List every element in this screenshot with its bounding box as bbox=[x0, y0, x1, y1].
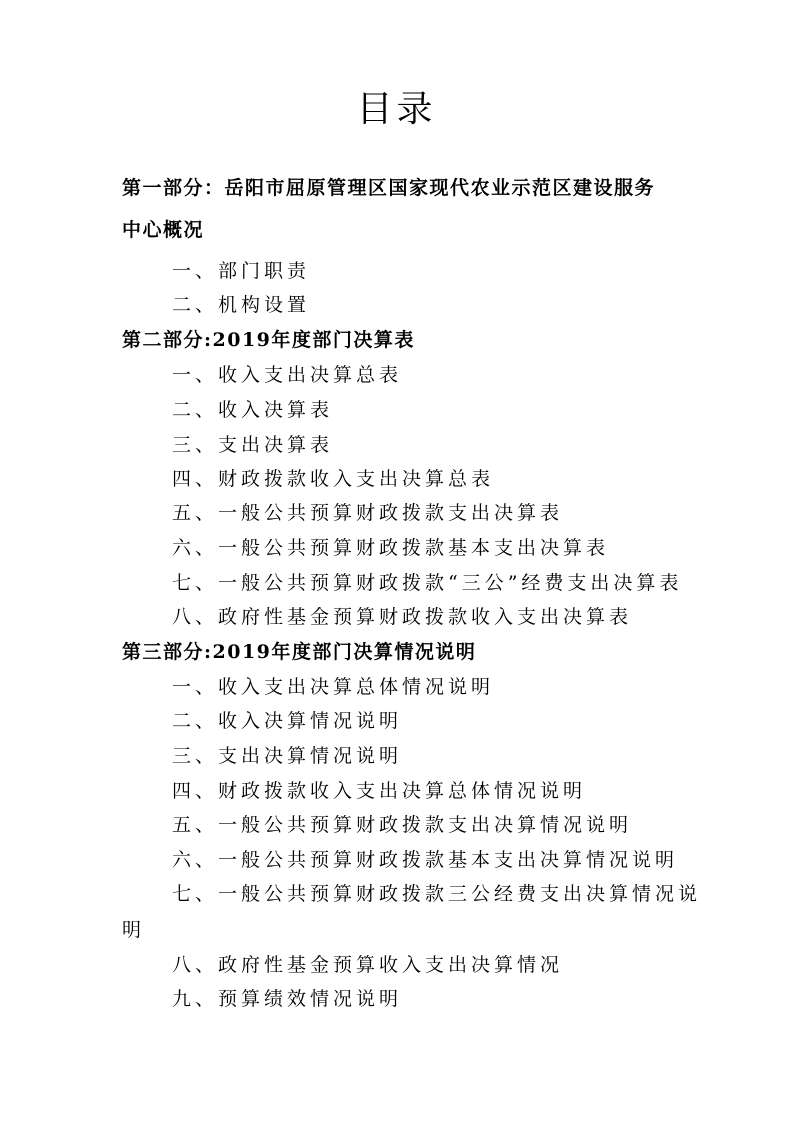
toc-item: 三、支出决算表 bbox=[172, 434, 334, 456]
toc-item: 一、部门职责 bbox=[172, 260, 311, 282]
toc-item: 四、财政拨款收入支出决算总表 bbox=[172, 468, 495, 490]
toc-item: 八、政府性基金预算收入支出决算情况 bbox=[172, 954, 564, 976]
toc-item-continuation: 明 bbox=[122, 919, 143, 941]
toc-item: 一、收入支出决算总体情况说明 bbox=[172, 676, 495, 698]
part3-heading: 第三部分:2019年度部门决算情况说明 bbox=[122, 641, 477, 663]
toc-item: 九、预算绩效情况说明 bbox=[172, 988, 403, 1010]
toc-item: 三、支出决算情况说明 bbox=[172, 745, 403, 767]
toc-item: 四、财政拨款收入支出决算总体情况说明 bbox=[172, 780, 587, 802]
toc-item: 八、政府性基金预算财政拨款收入支出决算表 bbox=[172, 606, 633, 628]
toc-item: 二、收入决算表 bbox=[172, 399, 334, 421]
page-title: 目录 bbox=[356, 89, 437, 130]
part1-heading-line1: 第一部分：岳阳市屈原管理区国家现代农业示范区建设服务 bbox=[122, 177, 656, 199]
toc-item: 一、收入支出决算总表 bbox=[172, 364, 403, 386]
toc-item: 七、一般公共预算财政拨款“三公”经费支出决算表 bbox=[172, 572, 683, 594]
toc-item: 二、机构设置 bbox=[172, 294, 311, 316]
part1-heading-line2: 中心概况 bbox=[122, 219, 205, 241]
toc-item: 七、一般公共预算财政拨款三公经费支出决算情况说 bbox=[172, 883, 702, 905]
toc-item: 二、收入决算情况说明 bbox=[172, 710, 403, 732]
toc-item: 六、一般公共预算财政拨款基本支出决算表 bbox=[172, 537, 610, 559]
toc-item: 五、一般公共预算财政拨款支出决算情况说明 bbox=[172, 814, 633, 836]
part2-heading: 第二部分:2019年度部门决算表 bbox=[122, 329, 415, 351]
toc-item: 六、一般公共预算财政拨款基本支出决算情况说明 bbox=[172, 849, 679, 871]
toc-item: 五、一般公共预算财政拨款支出决算表 bbox=[172, 502, 564, 524]
